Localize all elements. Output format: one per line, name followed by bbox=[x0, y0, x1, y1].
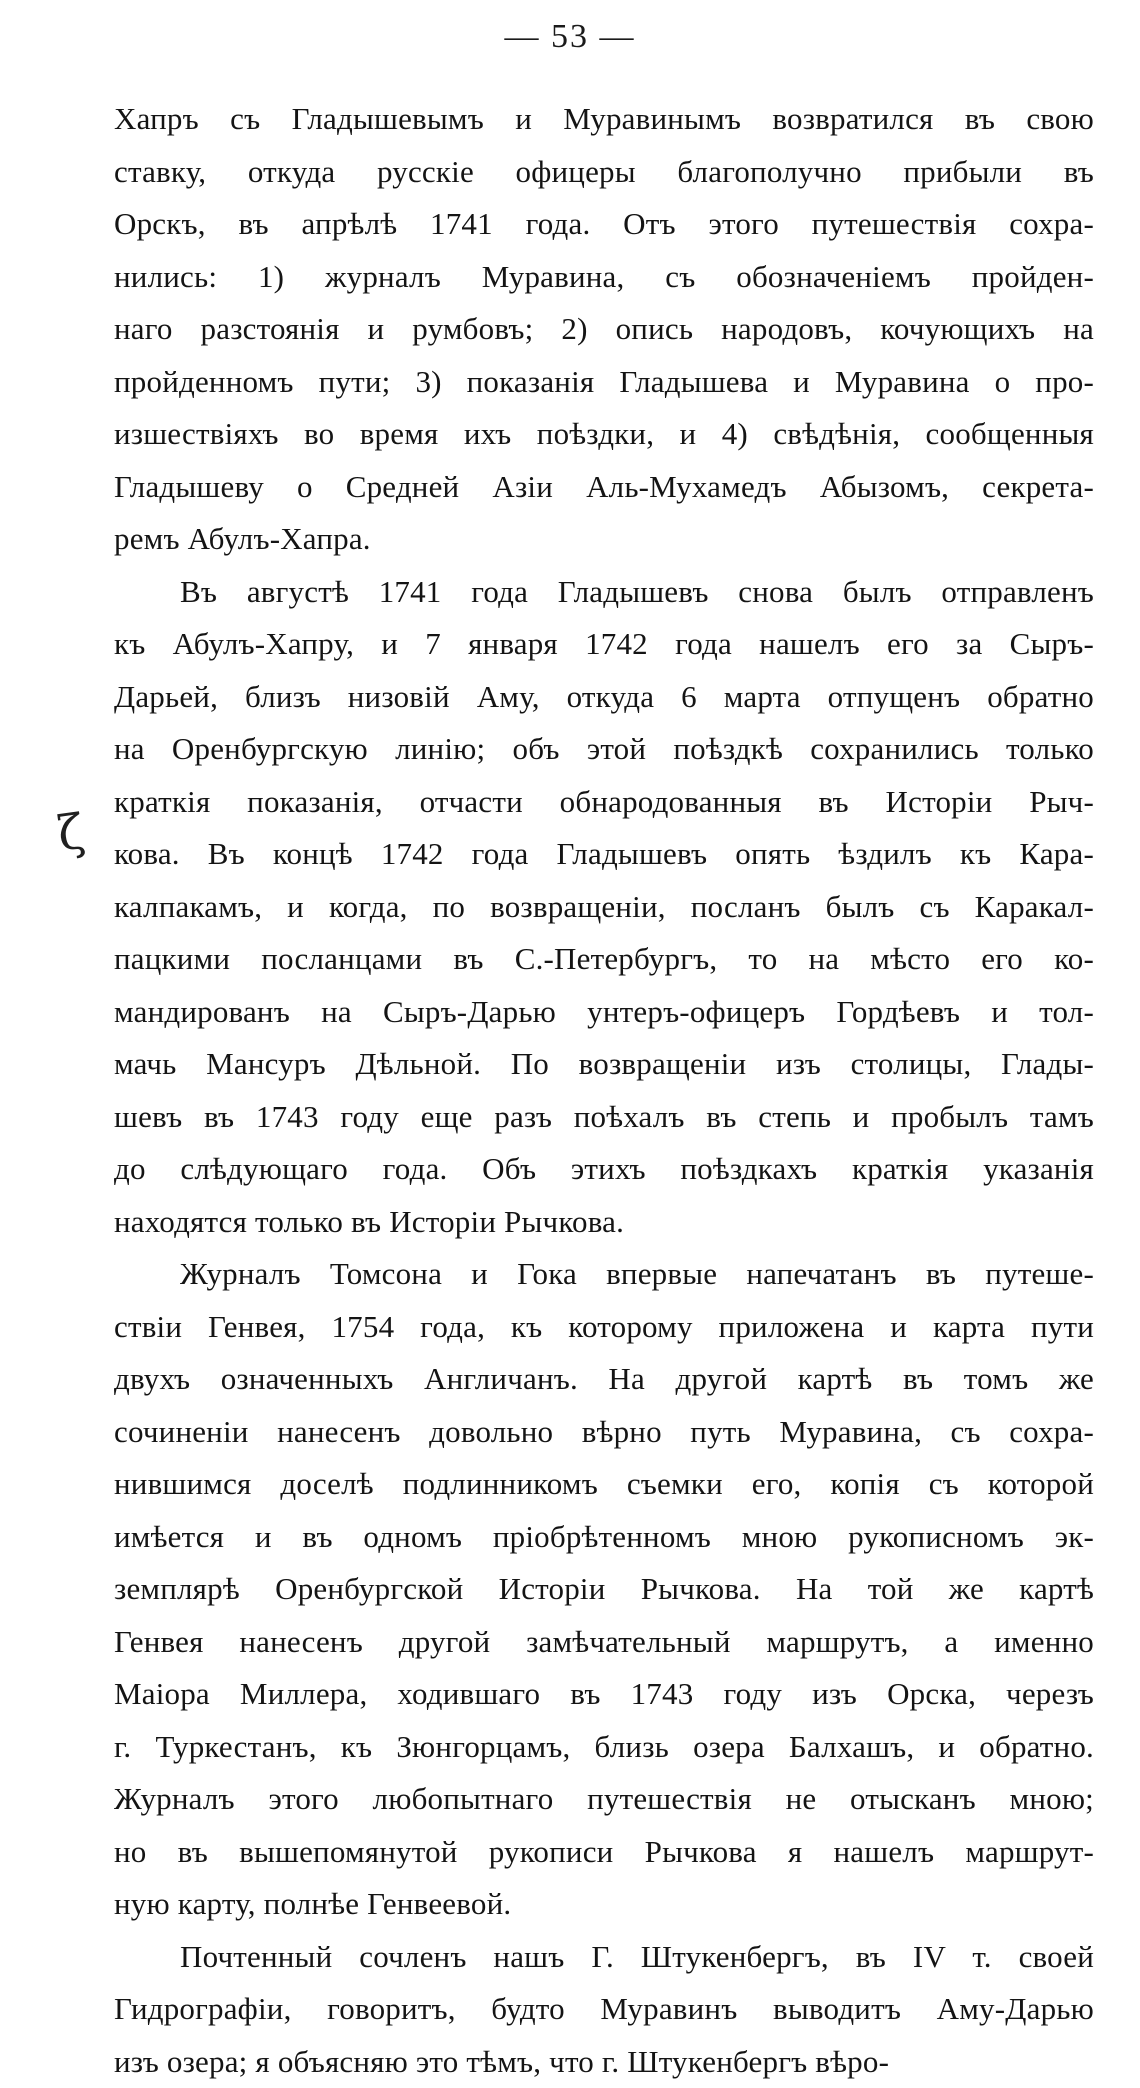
text-line: ствіи Генвея, 1754 года, къ которому приложена и карта пути bbox=[114, 1301, 1094, 1354]
text-line: изъ озера; я объясняю это тѣмъ, что г. Штукенбергъ вѣро- bbox=[114, 2036, 1094, 2088]
text-line: Маіора Миллера, ходившаго въ 1743 году изъ Орска, черезъ bbox=[114, 1668, 1094, 1721]
text-line: на Оренбургскую линію; объ этой поѣздкѣ сохранились только bbox=[114, 723, 1094, 776]
body-text bbox=[114, 93, 1094, 2088]
text-line: калпакамъ, и когда, по возвращеніи, посланъ былъ съ Каракал- bbox=[114, 881, 1094, 934]
paragraph bbox=[114, 93, 1094, 566]
text-line: Хапръ съ Гладышевымъ и Муравинымъ возвратился въ свою bbox=[114, 93, 1094, 146]
text-line: Дарьей, близъ низовій Аму, откуда 6 марта отпущенъ обратно bbox=[114, 671, 1094, 724]
paragraph bbox=[114, 1248, 1094, 1931]
text-line: Генвея нанесенъ другой замѣчательный маршрутъ, а именно bbox=[114, 1616, 1094, 1669]
text-line: до слѣдующаго года. Объ этихъ поѣздкахъ краткія указанія bbox=[114, 1143, 1094, 1196]
text-line: сочиненіи нанесенъ довольно вѣрно путь Муравина, съ сохра- bbox=[114, 1406, 1094, 1459]
text-line: мандированъ на Сыръ-Дарью унтеръ-офицеръ Гордѣевъ и тол- bbox=[114, 986, 1094, 1039]
text-line: къ Абулъ-Хапру, и 7 января 1742 года нашелъ его за Сыръ- bbox=[114, 618, 1094, 671]
text-line: ную карту, полнѣе Генвеевой. bbox=[114, 1878, 1094, 1931]
text-line: Почтенный сочленъ нашъ Г. Штукенбергъ, въ IV т. своей bbox=[114, 1931, 1094, 1984]
text-line: нившимся доселѣ подлинникомъ съемки его, копія съ которой bbox=[114, 1458, 1094, 1511]
text-line: Гидрографіи, говоритъ, будто Муравинъ выводитъ Аму-Дарью bbox=[114, 1983, 1094, 2036]
text-line: краткія показанія, отчасти обнародованныя въ Исторіи Рыч- bbox=[114, 776, 1094, 829]
paragraph bbox=[114, 566, 1094, 1249]
text-line: пройденномъ пути; 3) показанія Гладышева и Муравина о про- bbox=[114, 356, 1094, 409]
text-line: кова. Въ концѣ 1742 года Гладышевъ опять ѣздилъ къ Кара- bbox=[114, 828, 1094, 881]
text-line: Орскъ, въ апрѣлѣ 1741 года. Отъ этого путешествія сохра- bbox=[114, 198, 1094, 251]
text-line: находятся только въ Исторіи Рычкова. bbox=[114, 1196, 1094, 1249]
page-number: — 53 — bbox=[0, 18, 1140, 56]
text-line: шевъ въ 1743 году еще разъ поѣхалъ въ степь и пробылъ тамъ bbox=[114, 1091, 1094, 1144]
text-line: имѣется и въ одномъ пріобрѣтенномъ мною рукописномъ эк- bbox=[114, 1511, 1094, 1564]
text-line: Въ августѣ 1741 года Гладышевъ снова былъ отправленъ bbox=[114, 566, 1094, 619]
handwritten-margin-mark: ζ bbox=[54, 803, 88, 862]
text-line: мачь Мансуръ Дѣльной. По возвращеніи изъ столицы, Глады- bbox=[114, 1038, 1094, 1091]
text-line: пацкими посланцами въ С.-Петербургъ, то на мѣсто его ко- bbox=[114, 933, 1094, 986]
text-line: нились: 1) журналъ Муравина, съ обозначеніемъ пройден- bbox=[114, 251, 1094, 304]
text-line: Гладышеву о Средней Азіи Аль-Мухамедъ Абызомъ, секрета- bbox=[114, 461, 1094, 514]
text-line: земплярѣ Оренбургской Исторіи Рычкова. На той же картѣ bbox=[114, 1563, 1094, 1616]
text-line: ставку, откуда русскіе офицеры благополучно прибыли въ bbox=[114, 146, 1094, 199]
text-line: Журналъ Томсона и Гока впервые напечатанъ въ путеше- bbox=[114, 1248, 1094, 1301]
text-line: изшествіяхъ во время ихъ поѣздки, и 4) свѣдѣнія, сообщенныя bbox=[114, 408, 1094, 461]
text-line: Журналъ этого любопытнаго путешествія не отысканъ мною; bbox=[114, 1773, 1094, 1826]
text-line: г. Туркестанъ, къ Зюнгорцамъ, близь озера Балхашъ, и обратно. bbox=[114, 1721, 1094, 1774]
text-line: наго разстоянія и румбовъ; 2) опись народовъ, кочующихъ на bbox=[114, 303, 1094, 356]
text-line: но въ вышепомянутой рукописи Рычкова я нашелъ маршрут- bbox=[114, 1826, 1094, 1879]
text-line: двухъ означенныхъ Англичанъ. На другой картѣ въ томъ же bbox=[114, 1353, 1094, 1406]
paragraph bbox=[114, 1931, 1094, 2088]
text-line: ремъ Абулъ-Хапра. bbox=[114, 513, 1094, 566]
